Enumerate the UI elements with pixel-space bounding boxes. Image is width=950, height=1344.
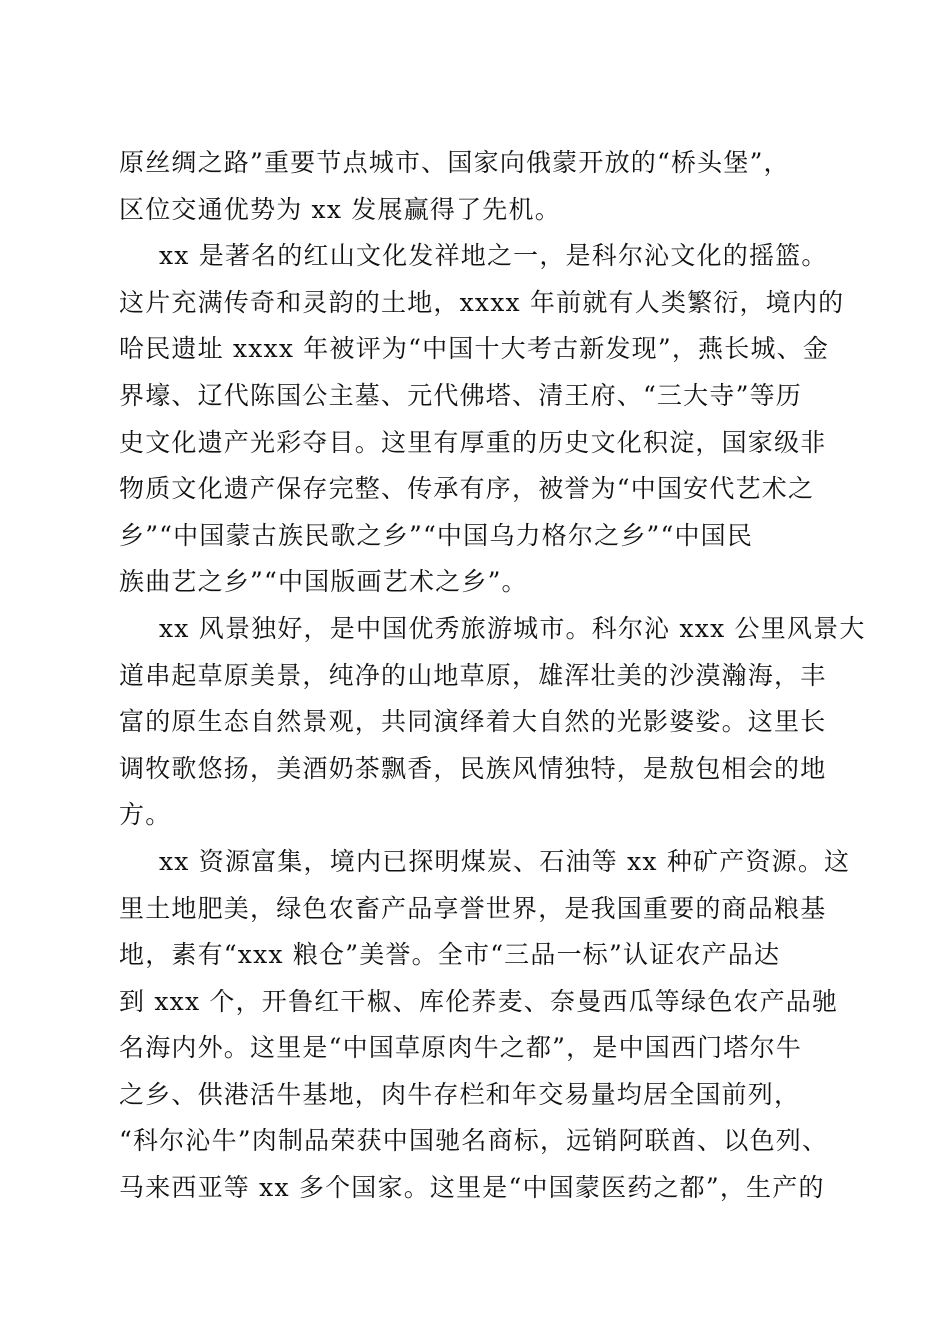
text-line: 道串起草原美景，纯净的山地草原，雄浑壮美的沙漠瀚海，丰 — [119, 660, 827, 690]
text-line: 史文化遗产光彩夺目。这里有厚重的历史文化积淀，国家级非 — [119, 427, 827, 457]
paragraph-2 — [119, 233, 845, 606]
text-line: 哈民遗址 xxxx 年被评为“中国十大考古新发现”，燕长城、金 — [119, 334, 830, 364]
text-line: 到 xxx 个，开鲁红干椒、库伦荞麦、奈曼西瓜等绿色农产品驰 — [119, 986, 839, 1016]
text-line: 区位交通优势为 xx 发展赢得了先机。 — [119, 194, 561, 224]
text-line: 地，素有“xxx 粮仓”美誉。全市“三品一标”认证农产品达 — [119, 940, 781, 970]
document-body — [119, 140, 866, 1212]
text-line: 物质文化遗产保存完整、传承有序，被誉为“中国安代艺术之 — [119, 474, 815, 504]
text-line: 调牧歌悠扬，美酒奶茶飘香，民族风情独特，是敖包相会的地 — [119, 753, 827, 783]
text-line: 马来西亚等 xx 多个国家。这里是“中国蒙医药之都”，生产的 — [119, 1173, 825, 1203]
text-line: 原丝绸之路”重要节点城市、国家向俄蒙开放的“桥头堡”， — [119, 148, 790, 177]
text-line: 乡”“中国蒙古族民歌之乡”“中国乌力格尔之乡”“中国民 — [119, 520, 754, 550]
text-line: 这片充满传奇和灵韵的土地，xxxx 年前就有人类繁衍，境内的 — [119, 287, 845, 317]
text-line: 富的原生态自然景观，共同演绎着大自然的光影婆娑。这里长 — [119, 707, 827, 737]
paragraph-3 — [119, 606, 866, 839]
text-line: “科尔沁牛”肉制品荣获中国驰名商标，远销阿联酋、以色列、 — [119, 1126, 829, 1156]
text-line: xx 是著名的红山文化发祥地之一，是科尔沁文化的摇篮。 — [159, 241, 828, 271]
text-line: 方。 — [119, 800, 172, 830]
text-line: xx 风景独好，是中国优秀旅游城市。科尔沁 xxx 公里风景大 — [159, 613, 866, 643]
text-line: 名海内外。这里是“中国草原肉牛之都”，是中国西门塔尔牛 — [119, 1033, 802, 1063]
text-line: xx 资源富集，境内已探明煤炭、石油等 xx 种矿产资源。这 — [159, 846, 851, 876]
paragraph-4 — [119, 839, 851, 1212]
text-line: 之乡、供港活牛基地，肉牛存栏和年交易量均居全国前列， — [119, 1079, 801, 1109]
text-line: 族曲艺之乡”“中国版画艺术之乡”。 — [119, 567, 528, 597]
paragraph-1 — [119, 140, 835, 233]
text-line: 界壕、辽代陈国公主墓、元代佛塔、清王府、“三大寺”等历 — [119, 380, 802, 410]
text-line: 里土地肥美，绿色农畜产品享誉世界，是我国重要的商品粮基 — [119, 893, 827, 923]
